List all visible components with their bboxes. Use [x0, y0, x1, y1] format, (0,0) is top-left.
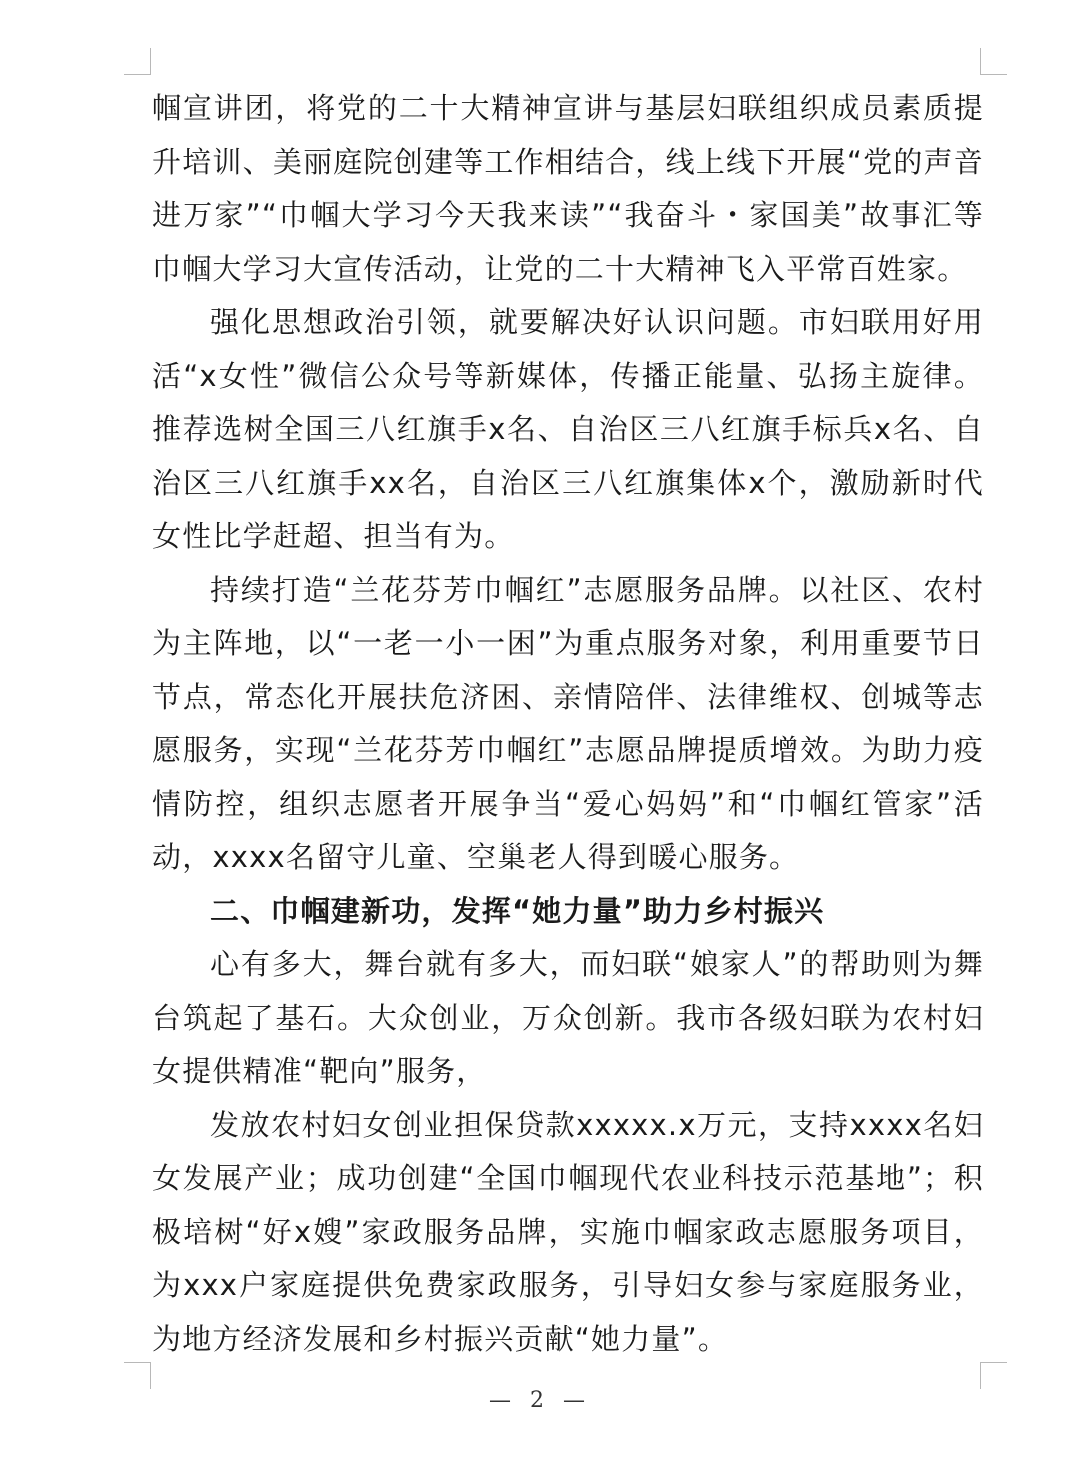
- crop-mark-top-left: [124, 48, 151, 75]
- paragraph-continuation: 帼宣讲团，将党的二十大精神宣讲与基层妇联组织成员素质提升培训、美丽庭院创建等工作相结合，线上线下开展“党的声音进万家”“巾帼大学习今天我来读”“我奋斗・家国美”故事汇等巾帼大学习大宣传活动，让党的二十大精神飞入平常百姓家。: [152, 91, 984, 286]
- paragraph-loans-and-services: 发放农村妇女创业担保贷款xxxxx.x万元，支持xxxx名妇女发展产业；成功创建“全国巾帼现代农业科技示范基地”；积极培树“好x嫂”家政服务品牌，实施巾帼家政志愿服务项目，为xxx户家庭提供免费家政服务，引导妇女参与家庭服务业，为地方经济发展和乡村振兴贡献“她力量”。: [152, 1107, 984, 1356]
- paragraph-volunteer-brand: 持续打造“兰花芬芳巾帼红”志愿服务品牌。以社区、农村为主阵地，以“一老一小一困”为重点服务对象，利用重要节日节点，常态化开展扶危济困、亲情陪伴、法律维权、创城等志愿服务，实现“兰花芬芳巾帼红”志愿品牌提质增效。为助力疫情防控，组织志愿者开展争当“爱心妈妈”和“巾帼红管家”活动，xxxx名留守儿童、空巢老人得到暖心服务。: [152, 572, 984, 874]
- crop-mark-bottom-left: [124, 1362, 151, 1389]
- crop-mark-top-right: [980, 48, 1007, 75]
- crop-mark-bottom-right: [980, 1362, 1007, 1389]
- paragraph-support-intro: 心有多大，舞台就有多大，而妇联“娘家人”的帮助则为舞台筑起了基石。大众创业，万众创新。我市各级妇联为农村妇女提供精准“靶向”服务，: [152, 947, 984, 1088]
- section-heading: 二、巾帼建新功，发挥“她力量”助力乡村振兴: [210, 893, 825, 928]
- document-body: [152, 82, 984, 1366]
- paragraph-ideological-guidance: 强化思想政治引领，就要解决好认识问题。市妇联用好用活“x女性”微信公众号等新媒体，传播正能量、弘扬主旋律。推荐选树全国三八红旗手x名、自治区三八红旗手标兵x名、自治区三八红旗手xx名，自治区三八红旗集体x个，激励新时代女性比学赶超、担当有为。: [152, 305, 984, 553]
- page-number: — 2 —: [489, 1388, 591, 1413]
